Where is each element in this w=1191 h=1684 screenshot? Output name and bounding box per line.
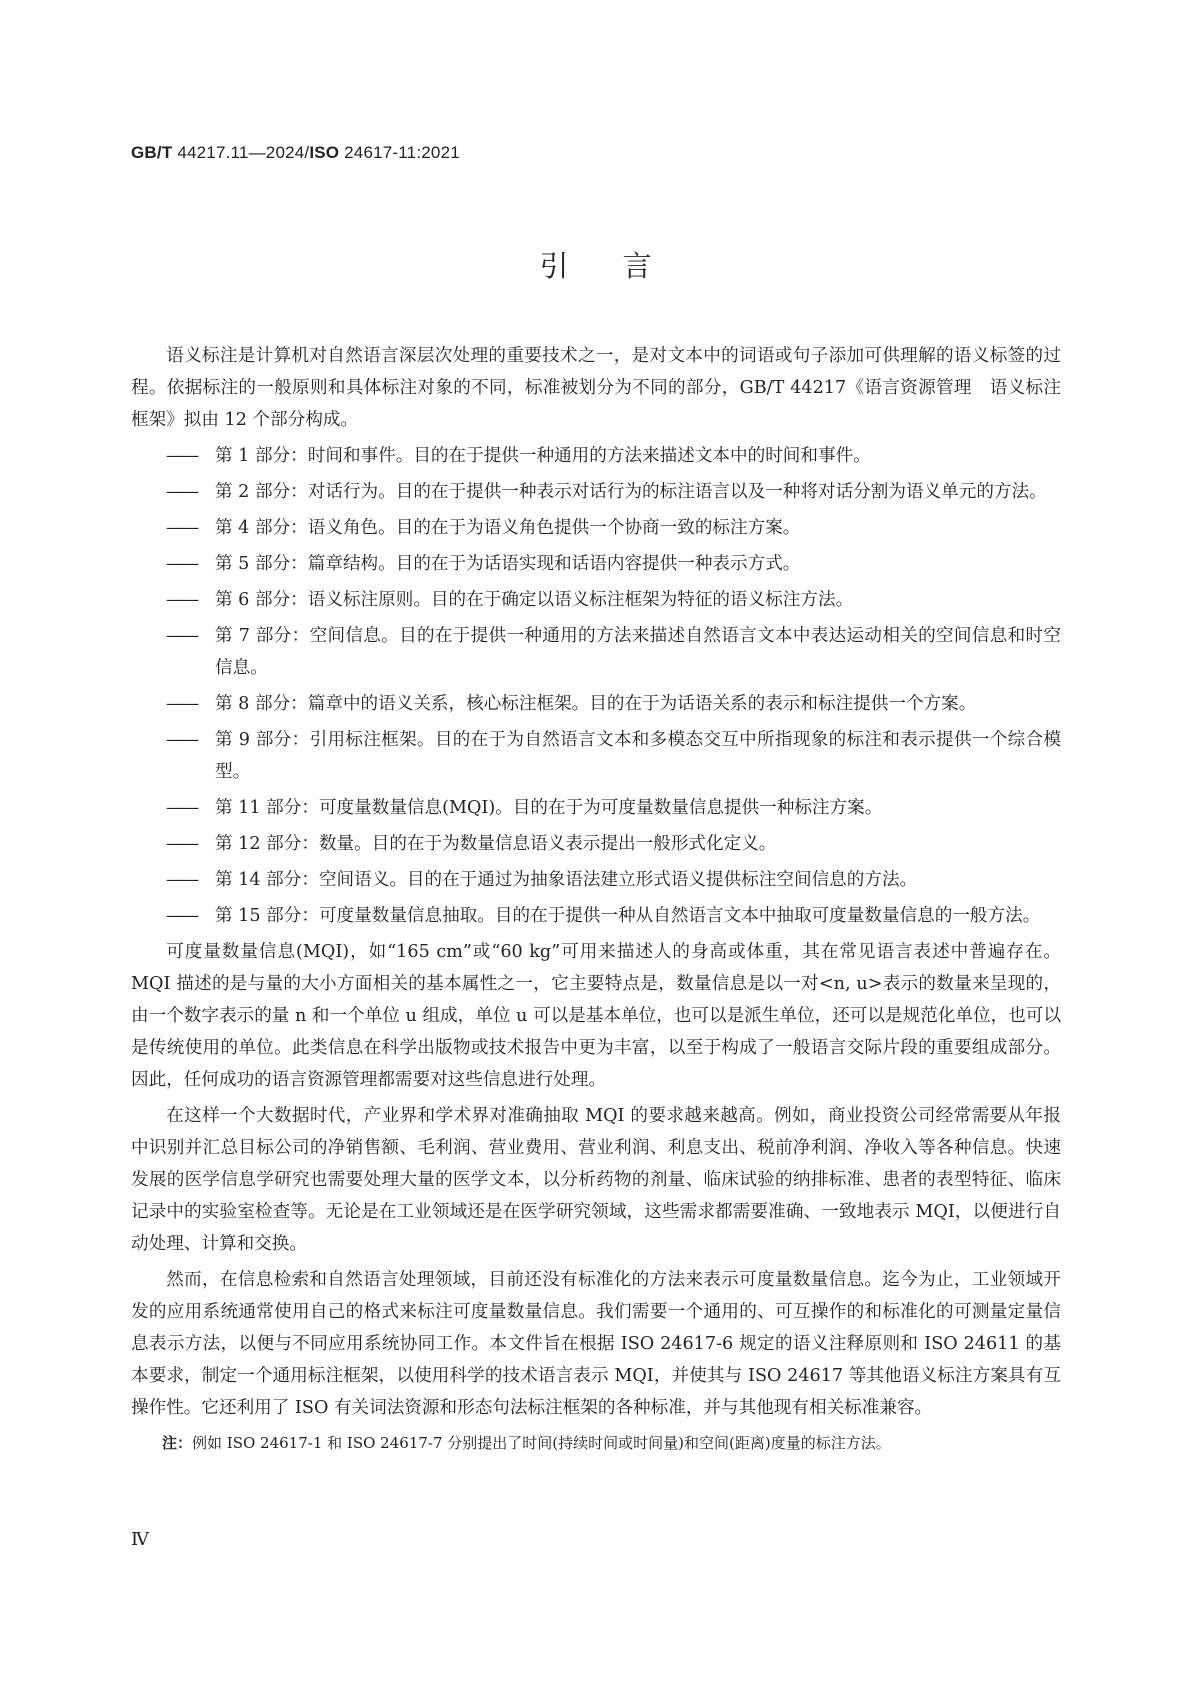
list-item [131,512,1061,544]
standard-code-prefix: GB/T [131,143,173,162]
list-dash: —— [166,798,198,818]
list-item-text: 第 14 部分：空间语义。目的在于通过为抽象语法建立形式语义提供标注空间信息的方法。 [215,870,918,890]
list-dash: —— [166,446,198,466]
list-item-text: 第 12 部分：数量。目的在于为数量信息语义表示提出一般形式化定义。 [215,834,777,854]
list-dash: —— [166,590,198,610]
list-dash: —— [166,482,198,502]
intro-paragraph: 语义标注是计算机对自然语言深层次处理的重要技术之一，是对文本中的词语或句子添加可供理解的语义标签的过程。依据标注的一般原则和具体标注对象的不同，标准被划分为不同的部分，GB/T 44217《语言资源管理 语义标注框架》拟由 12 个部分构成。 [131,346,1061,430]
body-paragraph-big-data: 在这样一个大数据时代，产业界和学术界对准确抽取 MQI 的要求越来越高。例如，商业投资公司经常需要从年报中识别并汇总目标公司的净销售额、毛利润、营业费用、营业利润、利息支出、税前净利润、净收入等各种信息。快速发展的医学信息学研究也需要处理大量的医学文本，以分析药物的剂量、临床试验的纳排标准、患者的表型特征、临床记录中的实验室检查等。无论是在工业领域还是在医学研究领域，这些需求都需要准确、一致地表示 MQI，以便进行自动处理、计算和交换。 [131,1106,1061,1254]
list-item-text: 第 15 部分：可度量数量信息抽取。目的在于提供一种从自然语言文本中抽取可度量数量信息的一般方法。 [215,906,1041,926]
standard-code-iso-number: 24617-11:2021 [339,143,460,162]
body-paragraph-standardization: 然而，在信息检索和自然语言处理领域，目前还没有标准化的方法来表示可度量数量信息。迄今为止，工业领域开发的应用系统通常使用自己的格式来标注可度量数量信息。我们需要一个通用的、可互操作的和标准化的可测量定量信息表示方法，以便与不同应用系统协同工作。本文件旨在根据 ISO 24617-6 规定的语义注释原则和 ISO 24611 的基本要求，制定一个通用标注框架，以使用科学的技术语言表示 MQI，并使其与 ISO 24617 等其他语义标注方案具有互操作性。它还利用了 ISO 有关词法资源和形态句法标注框架的各种标准，并与其他现有相关标准兼容。 [131,1270,1061,1418]
list-dash: —— [166,694,198,714]
parts-list [131,440,1061,932]
list-item-text: 第 1 部分：时间和事件。目的在于提供一种通用的方法来描述文本中的时间和事件。 [215,446,871,466]
list-item [131,476,1061,508]
list-item-text: 第 6 部分：语义标注原则。目的在于确定以语义标注框架为特征的语义标注方法。 [215,590,854,610]
list-item [131,584,1061,616]
body-paragraph-mqi: 可度量数量信息(MQI)，如“165 cm”或“60 kg”可用来描述人的身高或体重，其在常见语言表述中普遍存在。MQI 描述的是与量的大小方面相关的基本属性之一，它主要特点是，数量信息是以一对<n, u>表示的数量来呈现的，由一个数字表示的量 n 和一个单位 u 组成，单位 u 可以是基本单位，也可以是派生单位，还可以是规范化单位，也可以是传统使用的单位。此类信息在科学出版物或技术报告中更为丰富，以至于构成了一般语言交际片段的重要组成部分。因此，任何成功的语言资源管理都需要对这些信息进行处理。 [131,942,1061,1090]
list-item-text: 第 2 部分：对话行为。目的在于提供一种表示对话行为的标注语言以及一种将对话分割为语义单元的方法。 [215,482,1047,502]
list-item [131,792,1061,824]
note-label: 注： [162,1434,193,1452]
standard-code-header [131,143,460,163]
list-item [131,900,1061,932]
list-item [131,548,1061,580]
list-dash: —— [166,518,198,538]
list-item [131,864,1061,896]
list-dash: —— [166,730,198,750]
list-item [131,440,1061,472]
list-item-text: 第 4 部分：语义角色。目的在于为语义角色提供一个协商一致的标注方案。 [215,518,801,538]
list-dash: —— [166,870,198,890]
page-title: 引言 [539,249,706,283]
list-dash: —— [166,834,198,854]
list-item [131,724,1061,788]
list-item-text: 第 5 部分：篇章结构。目的在于为话语实现和话语内容提供一种表示方式。 [215,554,801,574]
list-item [131,828,1061,860]
document-body [131,340,1061,1458]
note [131,1428,1061,1458]
list-item-text: 第 8 部分：篇章中的语义关系，核心标注框架。目的在于为话语关系的表示和标注提供一个方案。 [215,694,977,714]
list-item [131,688,1061,720]
list-dash: —— [166,626,198,646]
note-text: 例如 ISO 24617-1 和 ISO 24617-7 分别提出了时间(持续时间或时间量)和空间(距离)度量的标注方法。 [192,1434,891,1452]
list-item [131,620,1061,684]
standard-code-number: 44217.11—2024/ [172,143,310,162]
list-item-text: 第 11 部分：可度量数量信息(MQI)。目的在于为可度量数量信息提供一种标注方案。 [215,798,883,818]
page-number: Ⅳ [131,1529,149,1549]
list-item-text: 第 9 部分：引用标注框架。目的在于为自然语言文本和多模态交互中所指现象的标注和表示提供一个综合模型。 [215,730,1061,782]
list-dash: —— [166,906,198,926]
list-dash: —— [166,554,198,574]
standard-code-iso: ISO [309,143,340,162]
list-item-text: 第 7 部分：空间信息。目的在于提供一种通用的方法来描述自然语言文本中表达运动相关的空间信息和时空信息。 [215,626,1061,678]
